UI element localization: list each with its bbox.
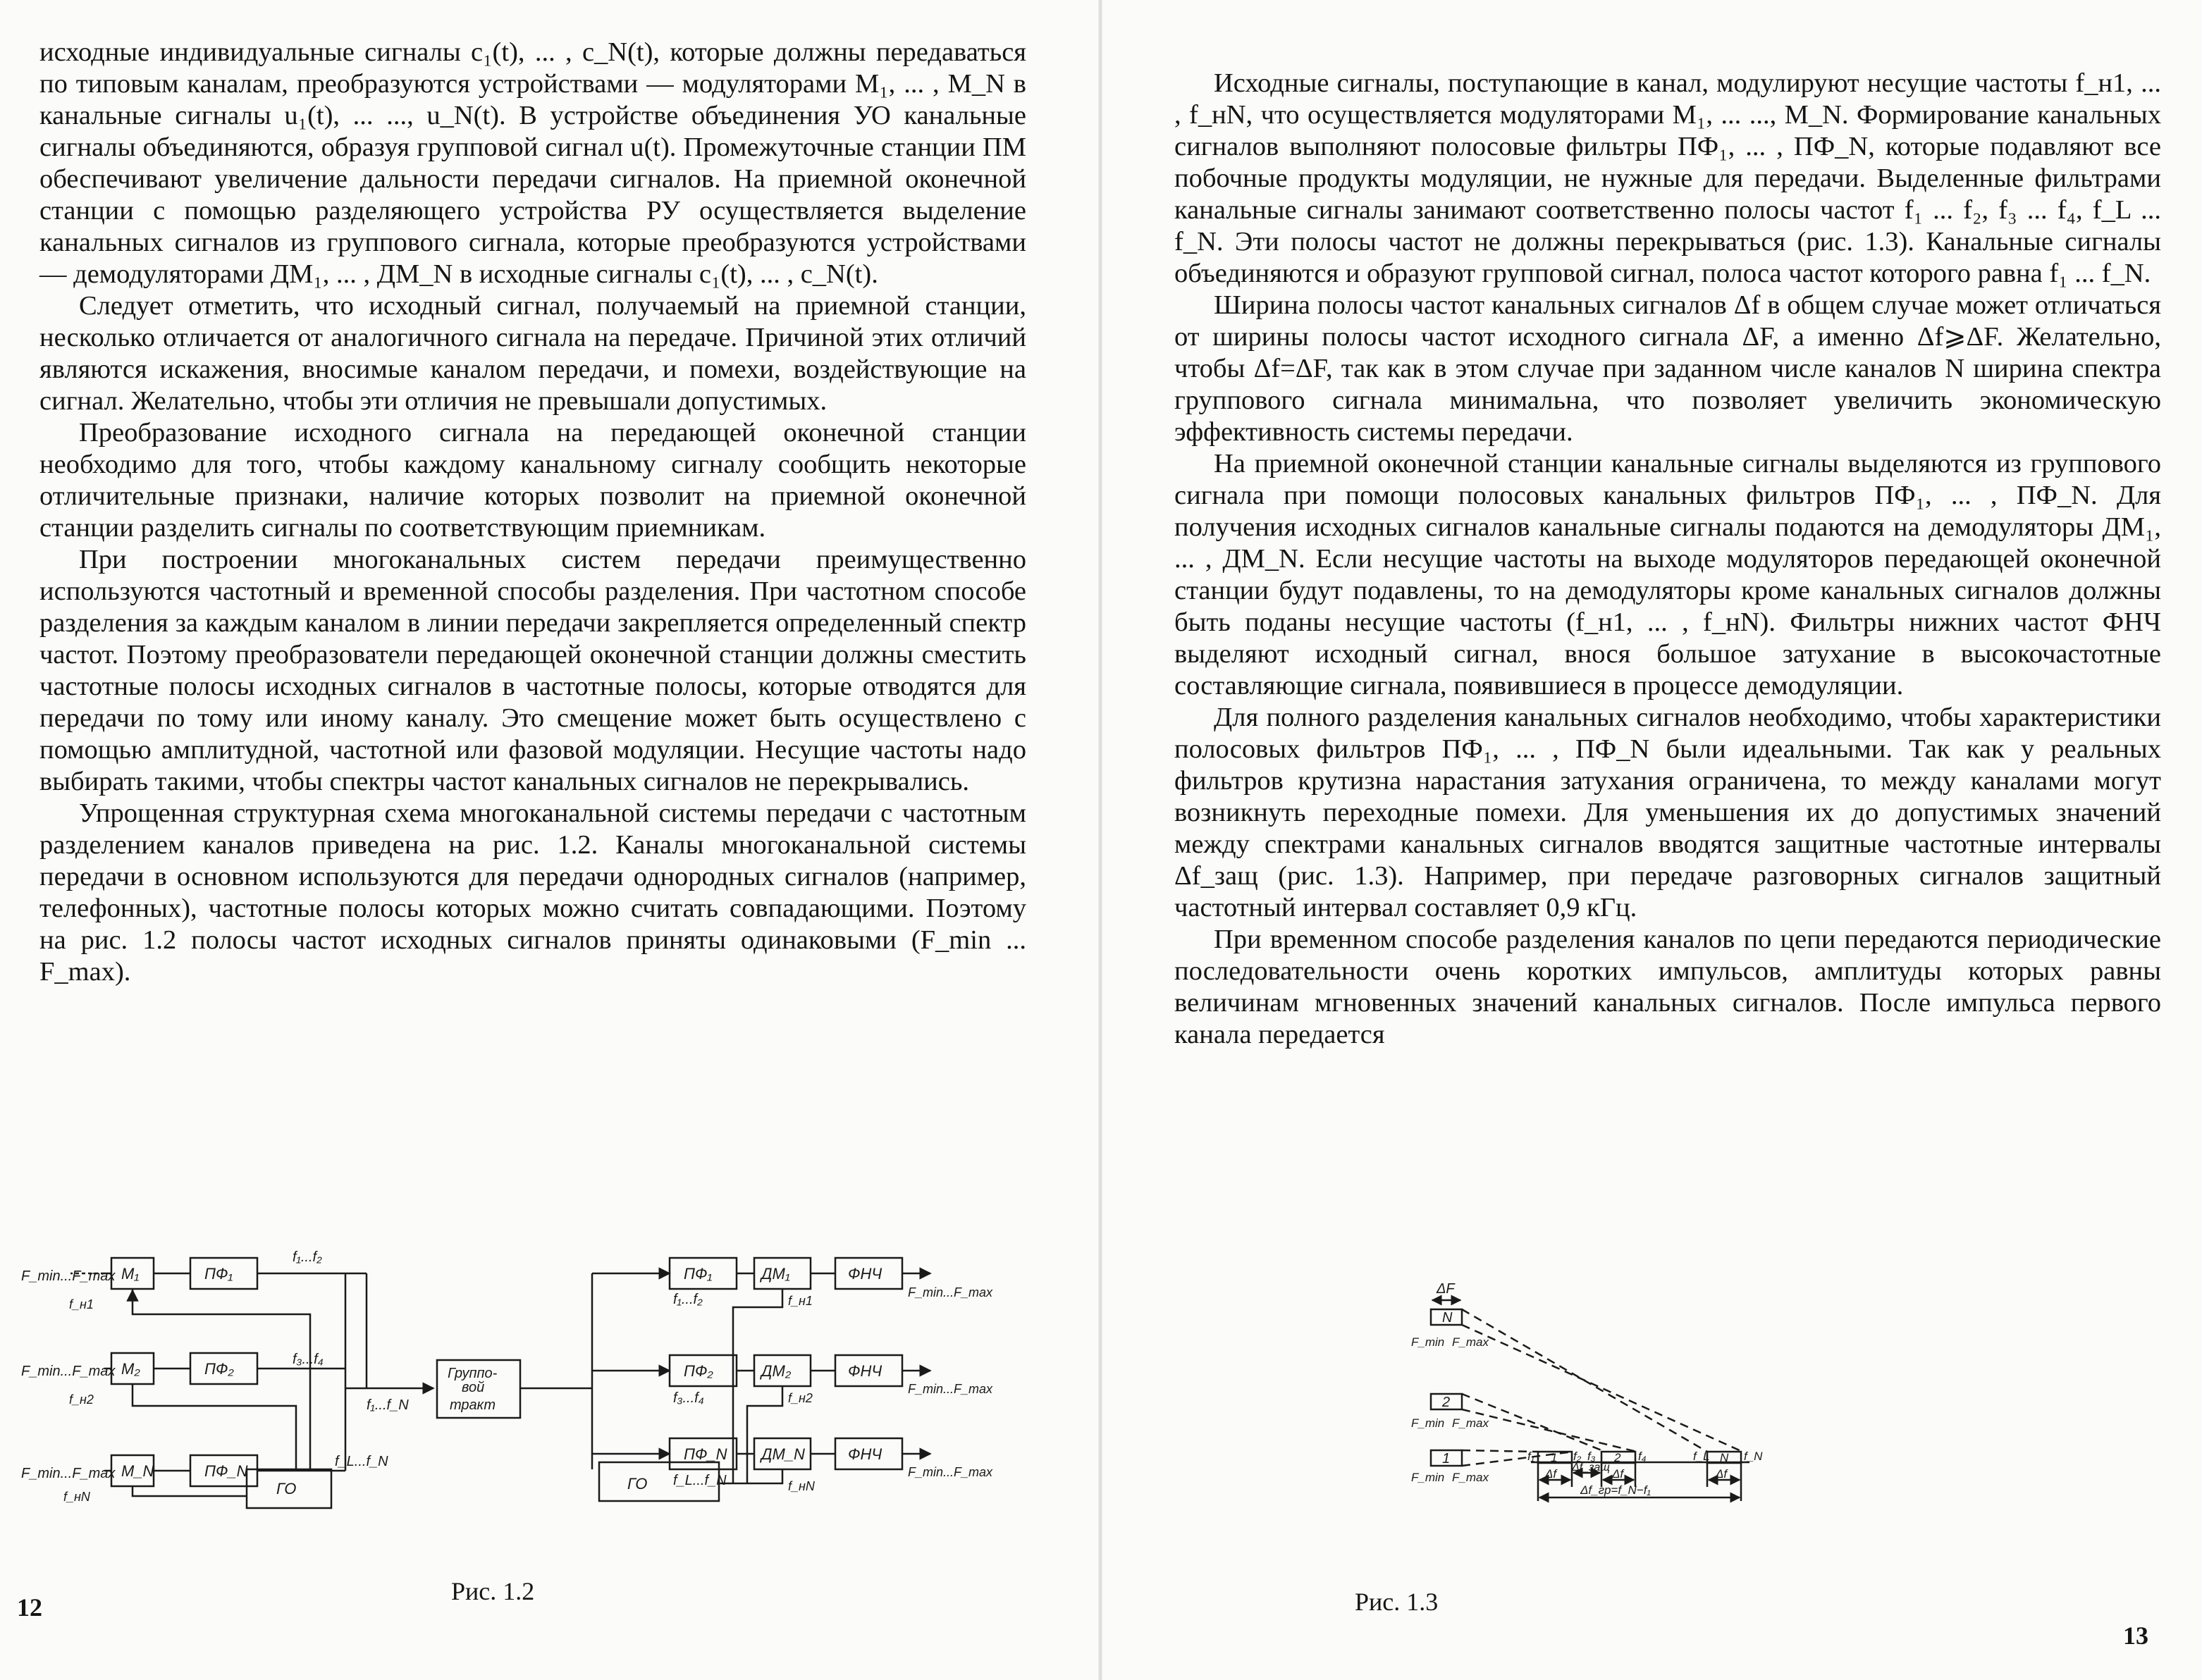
fmax-label: F_max bbox=[1452, 1335, 1489, 1349]
modulator-label: M_N bbox=[121, 1462, 154, 1480]
right-text-column bbox=[1174, 68, 2161, 1051]
freq-label: f₂ bbox=[1573, 1450, 1582, 1463]
demodulator-label: ДМ_N bbox=[761, 1445, 805, 1463]
lpf-label: ФНЧ bbox=[848, 1445, 882, 1463]
paragraph: Для полного разделения канальных сигналов необходимо, чтобы характеристики полосовых фильтров ПФ₁, ... , ПФ_N были идеальными. Так как у реальных фильтров крутизна нарастания затухания ограничена, то между каналами могут возникнуть переходные помехи. Для уменьшения их до допустимых значений между спектрами канальных сигналов вводятся защитные частотные интервалы Δf_защ (рис. 1.3). Например, при передаче разговорных сигналов защитный частотный интервал составляет 0,9 кГц. bbox=[1174, 703, 2161, 922]
df-group-label: Δf_гр=f_N−f₁ bbox=[1580, 1483, 1651, 1497]
tx-filter-label: ПФ₁ bbox=[204, 1265, 233, 1283]
group-band-label: f₁...f_N bbox=[367, 1397, 409, 1413]
df-label: Δf bbox=[1716, 1467, 1728, 1481]
spectrum-box-label: 1 bbox=[1551, 1451, 1558, 1464]
fmax-label: F_max bbox=[1452, 1471, 1489, 1484]
page-number: 12 bbox=[17, 1593, 42, 1622]
fmin-label: F_min bbox=[1411, 1416, 1445, 1430]
fig12-input-label: F_min...F_max bbox=[21, 1466, 116, 1481]
channel-box-label: N bbox=[1442, 1310, 1453, 1326]
df-label: Δf bbox=[1545, 1467, 1557, 1481]
fmax-label: F_max bbox=[1452, 1416, 1489, 1430]
demodulator-label: ДМ₁ bbox=[761, 1265, 790, 1283]
spectrum-box-label: 2 bbox=[1614, 1451, 1621, 1464]
rx-filter-label: ПФ₂ bbox=[684, 1362, 713, 1380]
freq-label: f₁ bbox=[1527, 1450, 1535, 1463]
freq-label: f_L bbox=[1693, 1450, 1710, 1463]
paragraph: На приемной оконечной станции канальные сигналы выделяются из группового сигнала при помощи полосовых канальных фильтров ПФ₁, ... , ПФ_N. Для получения исходных сигналов канальные сигналы подаются на демодуляторы ДМ₁, ... , ДМ_N. Если несущие частоты на выходе модуляторов передающей оконечной станции будут подавлены, то на демодуляторы кроме канальных сигналов должны быть поданы несущие частоты (f_н1, ... , f_нN). Фильтры нижних частот ФНЧ выделяют исходный сигнал, внося большое затухание в высокочастотные составляющие сигнала, появившиеся в процессе демодуляции. bbox=[1174, 449, 2161, 700]
fig12-input-label: F_min...F_max bbox=[21, 1268, 116, 1284]
paragraph: При построении многоканальных систем передачи преимущественно используются частотный и временной способы разделения. При частотном способе разделения за каждым каналом в линии передачи закрепляется определенный спектр частот. Поэтому преобразователи передающей оконечной станции должны сместить частотные полосы исходных сигналов в частотные полосы, которые отводятся для передачи по тому или иному каналу. Это смещение может быть осуществлено с помощью амплитудной, частотной или фазовой модуляции. Несущие частоты надо выбирать такими, чтобы спектры частот канальных сигналов не перекрывались. bbox=[39, 545, 1026, 796]
output-label: F_min...F_max bbox=[908, 1465, 993, 1479]
tx-filter-label: ПФ_N bbox=[204, 1462, 248, 1480]
output-label: F_min...F_max bbox=[908, 1285, 993, 1299]
tx-band-label: f₁...f₂ bbox=[293, 1249, 322, 1265]
paragraph: Исходные сигналы, поступающие в канал, модулируют несущие частоты f_н1, ... , f_нN, что осуществляется модуляторами M₁, ... ..., M_N. Формирование канальных сигналов выполняют полосовые фильтры ПФ₁, ... , ПФ_N, которые подавляют все побочные продукты модуляции, не нужные для передачи. Выделенные фильтрами канальные сигналы занимают соответственно полосы частот f₁ ... f₂, f₃ ... f₄, f_L ... f_N. Эти полосы частот не должны перекрываться (рис. 1.3). Канальные сигналы объединяются и образуют групповой сигнал, полоса частот которого равна f₁ ... f_N. bbox=[1174, 68, 2161, 288]
rx-filter-label: ПФ_N bbox=[684, 1445, 727, 1463]
freq-label: f₄ bbox=[1638, 1450, 1647, 1463]
channel-box-label: 1 bbox=[1442, 1451, 1451, 1466]
rx-band-label: f_L...f_N bbox=[673, 1473, 727, 1488]
modulator-label: M₁ bbox=[121, 1265, 140, 1283]
paragraph: Упрощенная структурная схема многоканальной системы передачи с частотным разделением каналов приведена на рис. 1.2. Каналы многоканальной системы передачи в основном используются для передачи однородных сигналов (например, телефонных), частотные полосы которых можно считать совпадающими. Поэтому на рис. 1.2 полосы частот исходных сигналов приняты одинаковыми (F_min ... F_max). bbox=[39, 798, 1026, 987]
fmin-label: F_min bbox=[1411, 1335, 1445, 1349]
rx-band-label: f₃...f₄ bbox=[673, 1390, 704, 1406]
modulator-label: M₂ bbox=[121, 1360, 140, 1378]
spectrum-box-label: N bbox=[1720, 1451, 1729, 1464]
freq-label: f_N bbox=[1744, 1450, 1763, 1463]
paragraph: Преобразование исходного сигнала на передающей оконечной станции необходимо для того, чтобы каждому канальному сигналу сообщить некоторые отличительные признаки, наличие которых позволит на приемной оконечной станции разделить сигналы по соответствующим приемникам. bbox=[39, 418, 1026, 543]
group-path-label: тракт bbox=[450, 1397, 496, 1413]
df-guard-label: Δf_защ bbox=[1572, 1462, 1610, 1474]
df-label: Δf bbox=[1612, 1467, 1624, 1481]
output-label: F_min...F_max bbox=[908, 1382, 993, 1396]
lpf-label: ФНЧ bbox=[848, 1362, 882, 1380]
fmin-label: F_min bbox=[1411, 1471, 1445, 1484]
lpf-label: ФНЧ bbox=[848, 1265, 882, 1283]
group-path-label: вой bbox=[462, 1380, 485, 1395]
generator-label: ГО bbox=[627, 1475, 648, 1493]
rx-band-label: f₁...f₂ bbox=[673, 1292, 703, 1307]
group-path-label: Группо- bbox=[448, 1366, 498, 1381]
fig13-dF-label: ΔF bbox=[1437, 1281, 1455, 1297]
carrier-label: f_н1 bbox=[69, 1297, 94, 1311]
carrier-label: f_н2 bbox=[69, 1392, 94, 1407]
paragraph: Ширина полосы частот канальных сигналов Δf в общем случае может отличаться от ширины полосы частот исходного сигнала ΔF, а именно Δf⩾ΔF. Желательно, чтобы Δf=ΔF, так как в этом случае при заданном числе каналов N ширина спектра группового сигнала минимальна, что позволяет увеличить экономическую эффективность системы передачи. bbox=[1174, 290, 2161, 447]
freq-label: f₃ bbox=[1587, 1450, 1596, 1463]
carrier-label: f_н2 bbox=[788, 1391, 813, 1405]
tx-filter-label: ПФ₂ bbox=[204, 1360, 234, 1378]
channel-box-label: 2 bbox=[1442, 1395, 1451, 1410]
figure-caption: Рис. 1.3 bbox=[1355, 1588, 1439, 1616]
figure-1-2-block-diagram bbox=[14, 1230, 994, 1512]
page-number: 13 bbox=[2123, 1622, 2148, 1650]
figure-1-3-spectrum-diagram bbox=[1411, 1276, 1778, 1593]
paragraph: Следует отметить, что исходный сигнал, получаемый на приемной станции, несколько отличается от аналогичного сигнала на передаче. Причиной этих отличий являются искажения, вносимые каналом передачи, и помехи, воздействующие на сигнал. Желательно, чтобы эти отличия не превышали допустимых. bbox=[39, 291, 1026, 416]
carrier-label: f_н1 bbox=[788, 1294, 813, 1308]
tx-band-label: f_L...f_N bbox=[335, 1454, 388, 1469]
carrier-label: f_нN bbox=[63, 1490, 90, 1504]
figure-caption: Рис. 1.2 bbox=[451, 1577, 535, 1605]
tx-band-label: f₃...f₄ bbox=[293, 1352, 324, 1367]
generator-label: ГО bbox=[276, 1480, 297, 1497]
left-text-column bbox=[39, 37, 1026, 988]
fig12-input-label: F_min...F_max bbox=[21, 1364, 116, 1379]
right-page bbox=[1101, 0, 2202, 1680]
paragraph: При временном способе разделения каналов по цепи передаются периодические последовательности очень коротких импульсов, амплитуды которых равны величинам мгновенных значений канальных сигналов. После импульса первого канала передается bbox=[1174, 925, 2161, 1049]
carrier-label: f_нN bbox=[788, 1479, 815, 1493]
demodulator-label: ДМ₂ bbox=[761, 1362, 792, 1380]
paragraph: исходные индивидуальные сигналы c₁(t), ... , c_N(t), которые должны передаваться по типовым каналам, преобразуются устройствами — модуляторами M₁, ... , M_N в канальные сигналы u₁(t), ... ..., u_N(t). В устройстве объединения УО канальные сигналы объединяются, образуя групповой сигнал u(t). Промежуточные станции ПМ обеспечивают увеличение дальности передачи сигналов. На приемной оконечной станции с помощью разделяющего устройства РУ осуществляется выделение канальных сигналов из группового сигнала, которые преобразуются устройствами — демодуляторами ДМ₁, ... , ДМ_N в исходные сигналы c₁(t), ... , c_N(t). bbox=[39, 37, 1026, 289]
rx-filter-label: ПФ₁ bbox=[684, 1265, 713, 1283]
